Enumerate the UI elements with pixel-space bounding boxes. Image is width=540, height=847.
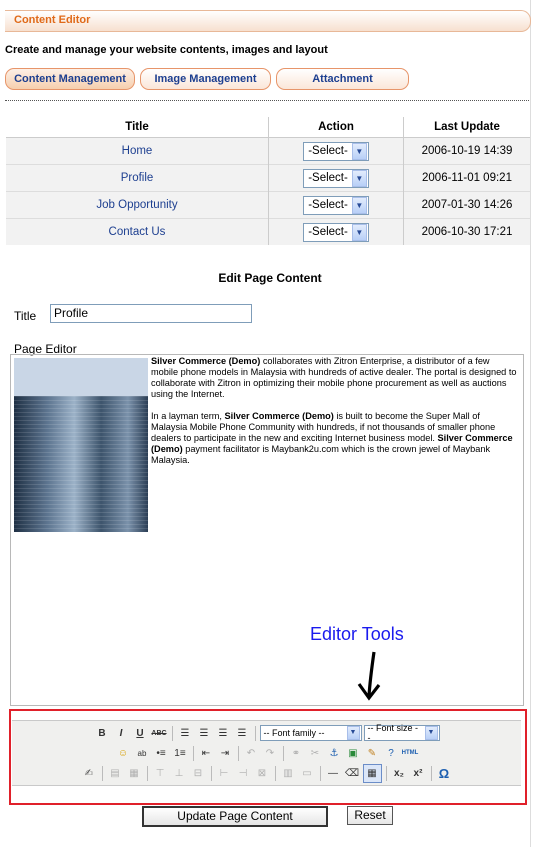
page-header [5, 10, 531, 32]
tab-content-management[interactable]: Content Management [5, 68, 135, 90]
table-row [6, 138, 530, 165]
horizontal-rule-icon[interactable]: — [328, 767, 338, 779]
title-input[interactable]: Profile [50, 304, 252, 323]
chevron-down-icon: ▼ [352, 197, 367, 214]
redo-icon[interactable]: ↷ [265, 747, 275, 759]
align-center-icon[interactable]: ☰ [199, 727, 209, 739]
help-icon[interactable]: ? [388, 747, 394, 759]
subscript-button[interactable]: x₂ [393, 767, 404, 779]
content-paragraph: In a layman term, Silver Commerce (Demo) is built to become the Super Mall of Malaysia Mobile Phone Community with hundreds, if not thousands of smaller phone dealers to participate in the new and exciting Internet business model. Silver Commerce (Demo) payment facilitator is Maybank2u.com which is the crown jewel of Maybank Malaysia. [151, 411, 513, 465]
reset-button[interactable]: Reset [347, 806, 393, 825]
action-select[interactable]: -Select- ▼ [303, 169, 369, 188]
page-link-job-opportunity[interactable]: Job Opportunity [96, 199, 178, 211]
action-select[interactable]: -Select- ▼ [303, 142, 369, 161]
divider [5, 100, 529, 101]
editor-tools-annotation: Editor Tools [310, 624, 404, 644]
last-update: 2007-01-30 14:26 [404, 192, 531, 219]
indent-icon[interactable]: ⇥ [220, 747, 230, 759]
column-header-action: Action [269, 117, 404, 138]
chevron-down-icon: ▼ [352, 143, 367, 160]
chevron-down-icon: ▼ [425, 726, 438, 740]
insert-col-before-icon[interactable]: ⊢ [219, 767, 229, 779]
column-header-title: Title [6, 117, 269, 138]
right-border [530, 0, 531, 847]
tab-attachment[interactable]: Attachment [276, 68, 409, 90]
align-left-icon[interactable]: ☰ [180, 727, 190, 739]
column-header-last-update: Last Update [404, 117, 531, 138]
align-justify-icon[interactable]: ☰ [237, 727, 247, 739]
last-update: 2006-10-19 14:39 [404, 138, 531, 165]
delete-col-icon[interactable]: ⊠ [257, 767, 267, 779]
superscript-button[interactable]: x² [413, 767, 423, 779]
delete-row-icon[interactable]: ⊟ [193, 767, 203, 779]
merge-cells-icon[interactable]: ▭ [302, 767, 312, 779]
row-props-icon[interactable]: ▤ [110, 767, 120, 779]
edit-table-icon[interactable]: ✍ [84, 767, 94, 779]
action-select[interactable]: -Select- ▼ [303, 223, 369, 242]
last-update: 2006-10-30 17:21 [404, 219, 531, 246]
tab-image-management[interactable]: Image Management [140, 68, 271, 90]
numbered-list-icon[interactable]: 1≡ [174, 747, 186, 759]
editor-content [151, 356, 517, 477]
chevron-down-icon: ▼ [352, 224, 367, 241]
image-icon[interactable]: ▣ [348, 747, 358, 759]
chevron-down-icon: ▼ [352, 170, 367, 187]
page-title: Content Editor [14, 14, 91, 26]
html-source-button[interactable]: HTML [401, 750, 419, 756]
arrow-down-icon [352, 650, 388, 702]
eraser-icon[interactable]: ⌫ [344, 767, 360, 779]
page-editor[interactable] [10, 354, 524, 706]
insert-col-after-icon[interactable]: ⊣ [238, 767, 248, 779]
table-row [6, 165, 530, 192]
insert-row-after-icon[interactable]: ⊥ [174, 767, 184, 779]
table-row [6, 219, 530, 246]
emoticon-icon[interactable]: ☺ [117, 747, 129, 759]
italic-button[interactable]: I [119, 727, 123, 739]
title-label: Title [14, 309, 37, 323]
link-icon[interactable]: ⚭ [291, 747, 301, 759]
font-family-select[interactable]: -- Font family -- ▼ [260, 725, 362, 741]
special-char-button[interactable]: Ω [438, 765, 450, 781]
action-select[interactable]: -Select- ▼ [303, 196, 369, 215]
editor-tools-highlight [9, 709, 527, 805]
bold-button[interactable]: B [98, 727, 106, 739]
font-size-select[interactable]: -- Font size -- ▼ [364, 725, 440, 741]
spellcheck-icon[interactable]: ab [137, 748, 147, 758]
underline-button[interactable]: U [136, 727, 144, 739]
bullet-list-icon[interactable]: •≡ [156, 747, 166, 759]
page-subtitle: Create and manage your website contents, images and layout [5, 44, 328, 56]
page-link-home[interactable]: Home [121, 145, 153, 157]
strikethrough-button[interactable]: ABC [151, 729, 167, 737]
content-paragraph: Silver Commerce (Demo) collaborates with Zitron Enterprise, a distributor of a few mobile phone models in Malaysia with hundreds of active dealer. The portal is designed to collaborate with Zitron in optimizing their mobile phone procurement as well as auctions using the Internet. [151, 356, 517, 399]
update-page-content-button[interactable]: Update Page Content [142, 806, 328, 827]
align-right-icon[interactable]: ☰ [218, 727, 228, 739]
outdent-icon[interactable]: ⇤ [201, 747, 211, 759]
insert-row-before-icon[interactable]: ⊤ [155, 767, 165, 779]
undo-icon[interactable]: ↶ [246, 747, 256, 759]
chevron-down-icon: ▼ [347, 726, 360, 740]
table-row [6, 192, 530, 219]
cleanup-icon[interactable]: ✎ [367, 747, 377, 759]
last-update: 2006-11-01 09:21 [404, 165, 531, 192]
edit-heading: Edit Page Content [218, 271, 322, 285]
table-icon[interactable]: ▦ [363, 764, 382, 783]
cell-props-icon[interactable]: ▦ [129, 767, 139, 779]
content-table [6, 117, 530, 245]
split-cells-icon[interactable]: ▥ [283, 767, 293, 779]
page-link-contact-us[interactable]: Contact Us [108, 226, 166, 238]
table-header-row [6, 117, 530, 138]
anchor-icon[interactable]: ⚓ [329, 747, 339, 759]
page-link-profile[interactable]: Profile [120, 172, 154, 184]
unlink-icon[interactable]: ✂ [310, 747, 320, 759]
page-editor-label: Page Editor [14, 342, 77, 356]
building-image [14, 358, 148, 532]
